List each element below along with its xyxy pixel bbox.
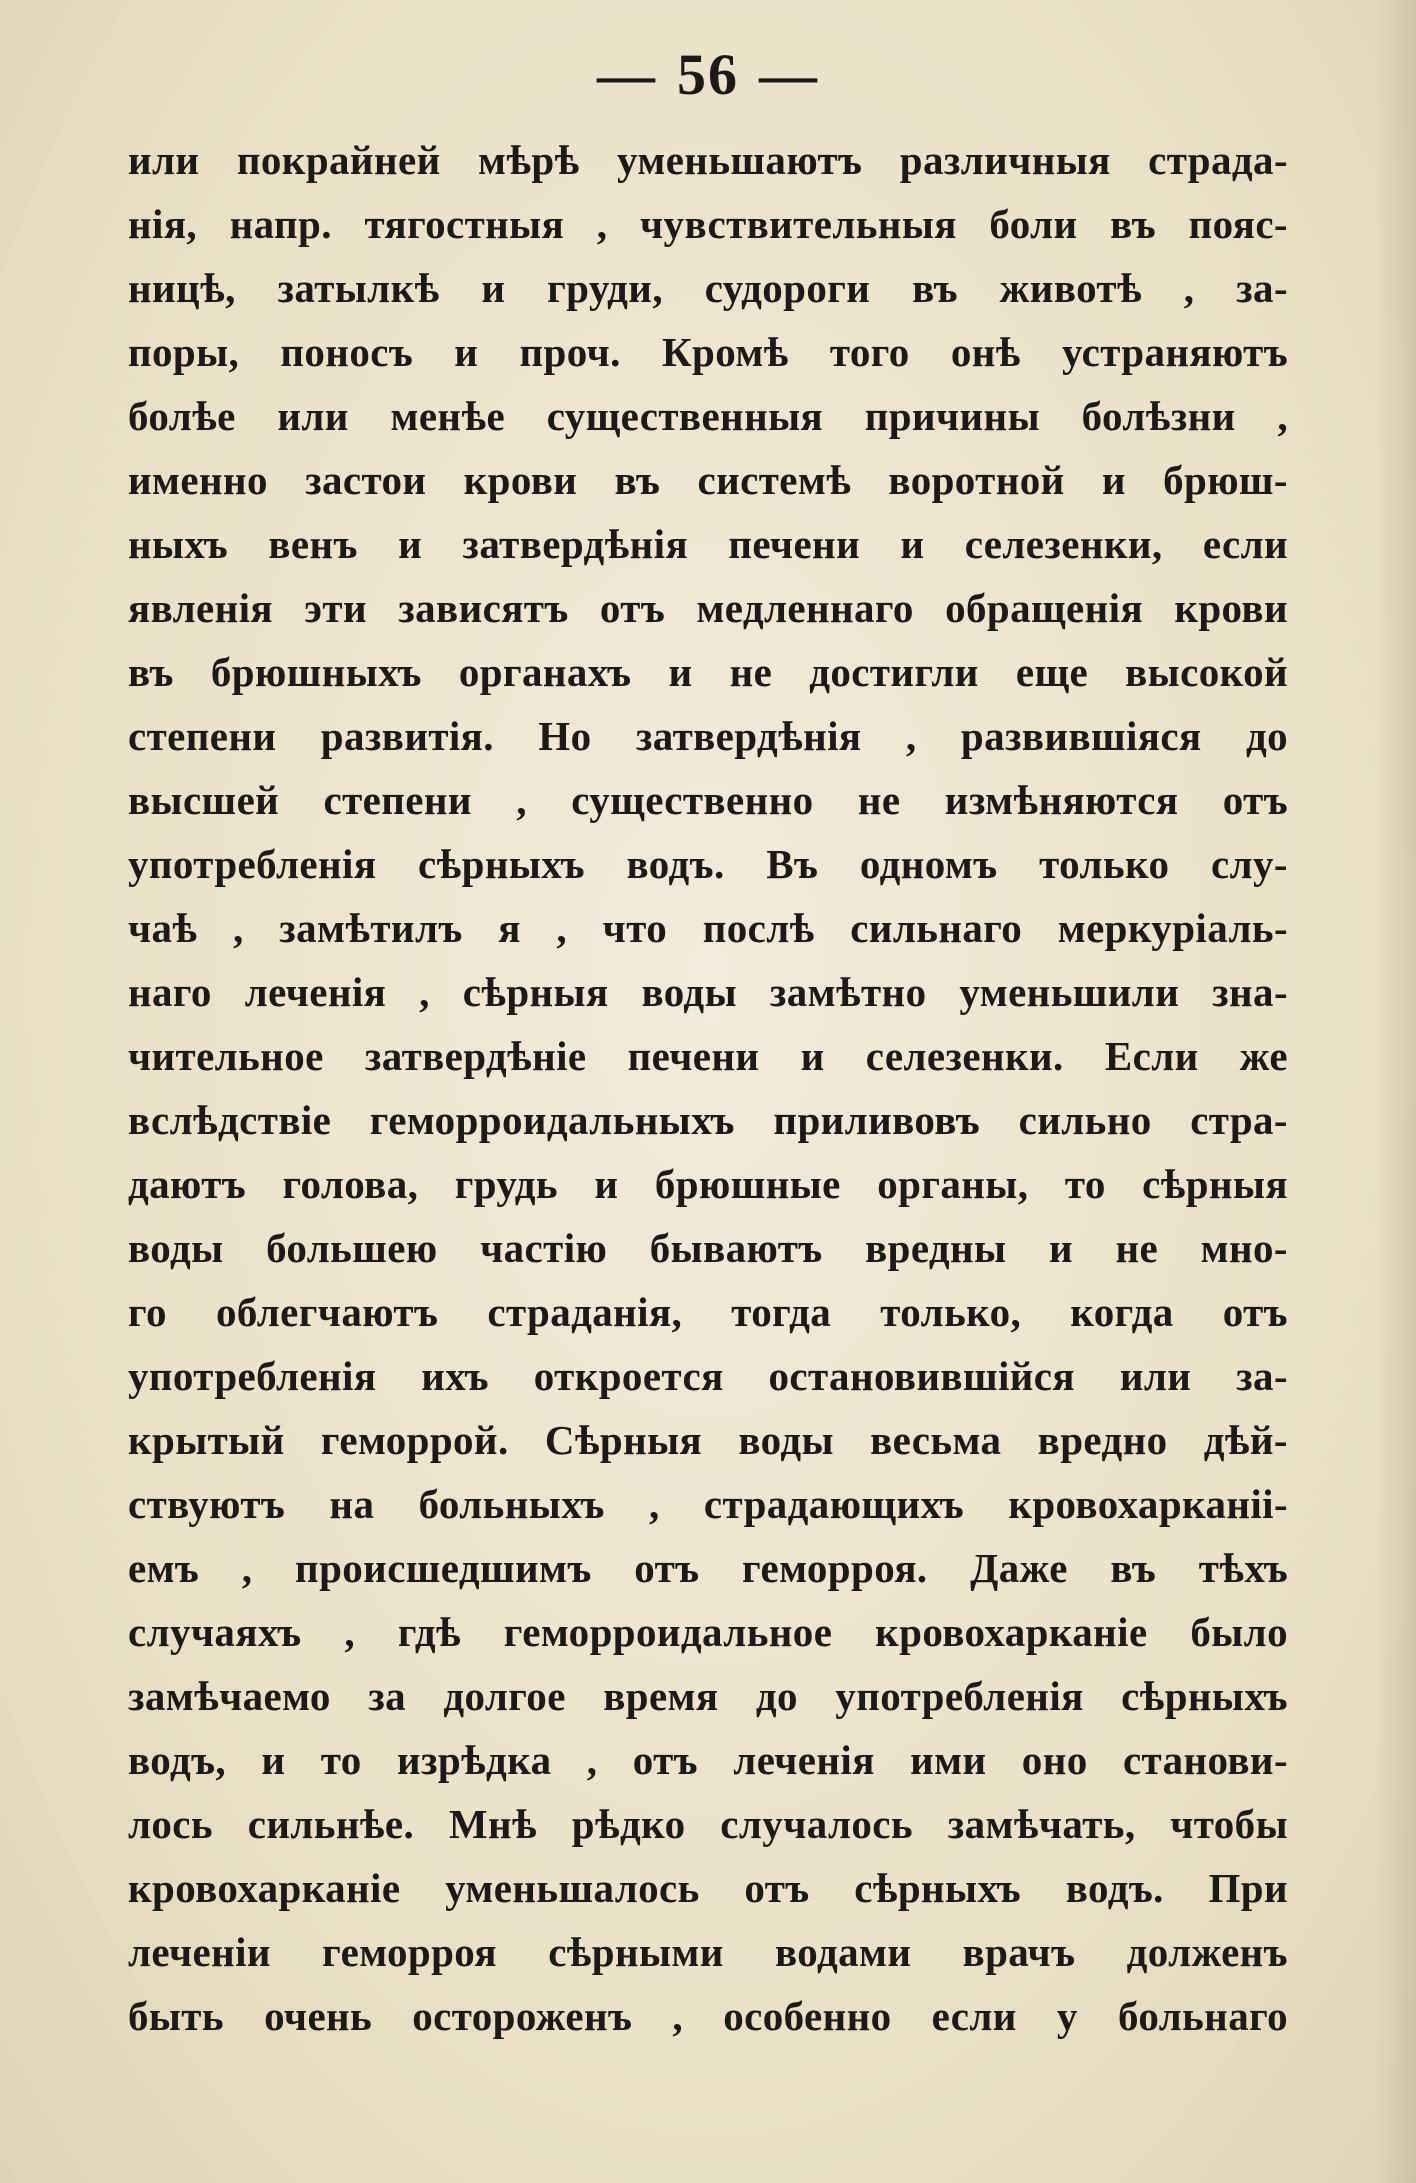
text-line: лось сильнѣе. Мнѣ рѣдко случалось замѣчать, чтобы xyxy=(128,1801,1288,1847)
text-line: или покрайней мѣрѣ уменьшаютъ различныя страда- xyxy=(128,137,1288,183)
text-line: употребленія сѣрныхъ водъ. Въ одномъ только слу- xyxy=(128,841,1288,887)
body-text xyxy=(128,128,1288,2048)
text-line: употребленія ихъ откроется остановившійся или за- xyxy=(128,1353,1288,1399)
text-line: наго леченія , сѣрныя воды замѣтно уменьшили зна- xyxy=(128,969,1288,1015)
text-line: быть очень остороженъ , особенно если у больнаго xyxy=(128,1993,1288,2039)
text-line: ницѣ, затылкѣ и груди, судороги въ животѣ , за- xyxy=(128,265,1288,311)
text-line: степени развитія. Но затвердѣнія , развившіяся до xyxy=(128,713,1288,759)
text-line: крытый геморрой. Сѣрныя воды весьма вредно дѣй- xyxy=(128,1417,1288,1463)
text-line: высшей степени , существенно не измѣняются отъ xyxy=(128,777,1288,823)
text-line: емъ , происшедшимъ отъ геморроя. Даже въ тѣхъ xyxy=(128,1545,1288,1591)
header-dash-right: — xyxy=(759,42,819,107)
text-line: водъ, и то изрѣдка , отъ леченія ими оно станови- xyxy=(128,1737,1288,1783)
text-line: чительное затвердѣніе печени и селезенки. Если же xyxy=(128,1033,1288,1079)
text-line: нія, напр. тягостныя , чувствительныя боли въ пояс- xyxy=(128,201,1288,247)
text-line: леченіи геморроя сѣрными водами врачъ долженъ xyxy=(128,1929,1288,1975)
text-line: даютъ голова, грудь и брюшные органы, то сѣрныя xyxy=(128,1161,1288,1207)
text-line: го облегчаютъ страданія, тогда только, когда отъ xyxy=(128,1289,1288,1335)
text-line: чаѣ , замѣтилъ я , что послѣ сильнаго меркуріаль- xyxy=(128,905,1288,951)
text-line: явленія эти зависятъ отъ медленнаго обращенія крови xyxy=(128,585,1288,631)
text-line: въ брюшныхъ органахъ и не достигли еще высокой xyxy=(128,649,1288,695)
text-line: ныхъ венъ и затвердѣнія печени и селезенки, если xyxy=(128,521,1288,567)
text-line: именно застои крови въ системѣ воротной и брюш- xyxy=(128,457,1288,503)
text-line: вслѣдствіе геморроидальныхъ приливовъ сильно стра- xyxy=(128,1097,1288,1143)
page-number: 56 xyxy=(677,42,739,107)
text-line: замѣчаемо за долгое время до употребленія сѣрныхъ xyxy=(128,1673,1288,1719)
header-dash-left: — xyxy=(597,42,657,107)
text-line: ствуютъ на больныхъ , страдающихъ кровохарканіі- xyxy=(128,1481,1288,1527)
text-line: болѣе или менѣе существенныя причины болѣзни , xyxy=(128,393,1288,439)
page-edge-shadow xyxy=(1376,0,1416,2183)
page-header xyxy=(0,40,1416,110)
text-line: кровохарканіе уменьшалось отъ сѣрныхъ водъ. При xyxy=(128,1865,1288,1911)
text-line: случаяхъ , гдѣ геморроидальное кровохарканіе было xyxy=(128,1609,1288,1655)
text-line: воды большею частію бываютъ вредны и не мно- xyxy=(128,1225,1288,1271)
text-line: поры, поносъ и проч. Кромѣ того онѣ устраняютъ xyxy=(128,329,1288,375)
